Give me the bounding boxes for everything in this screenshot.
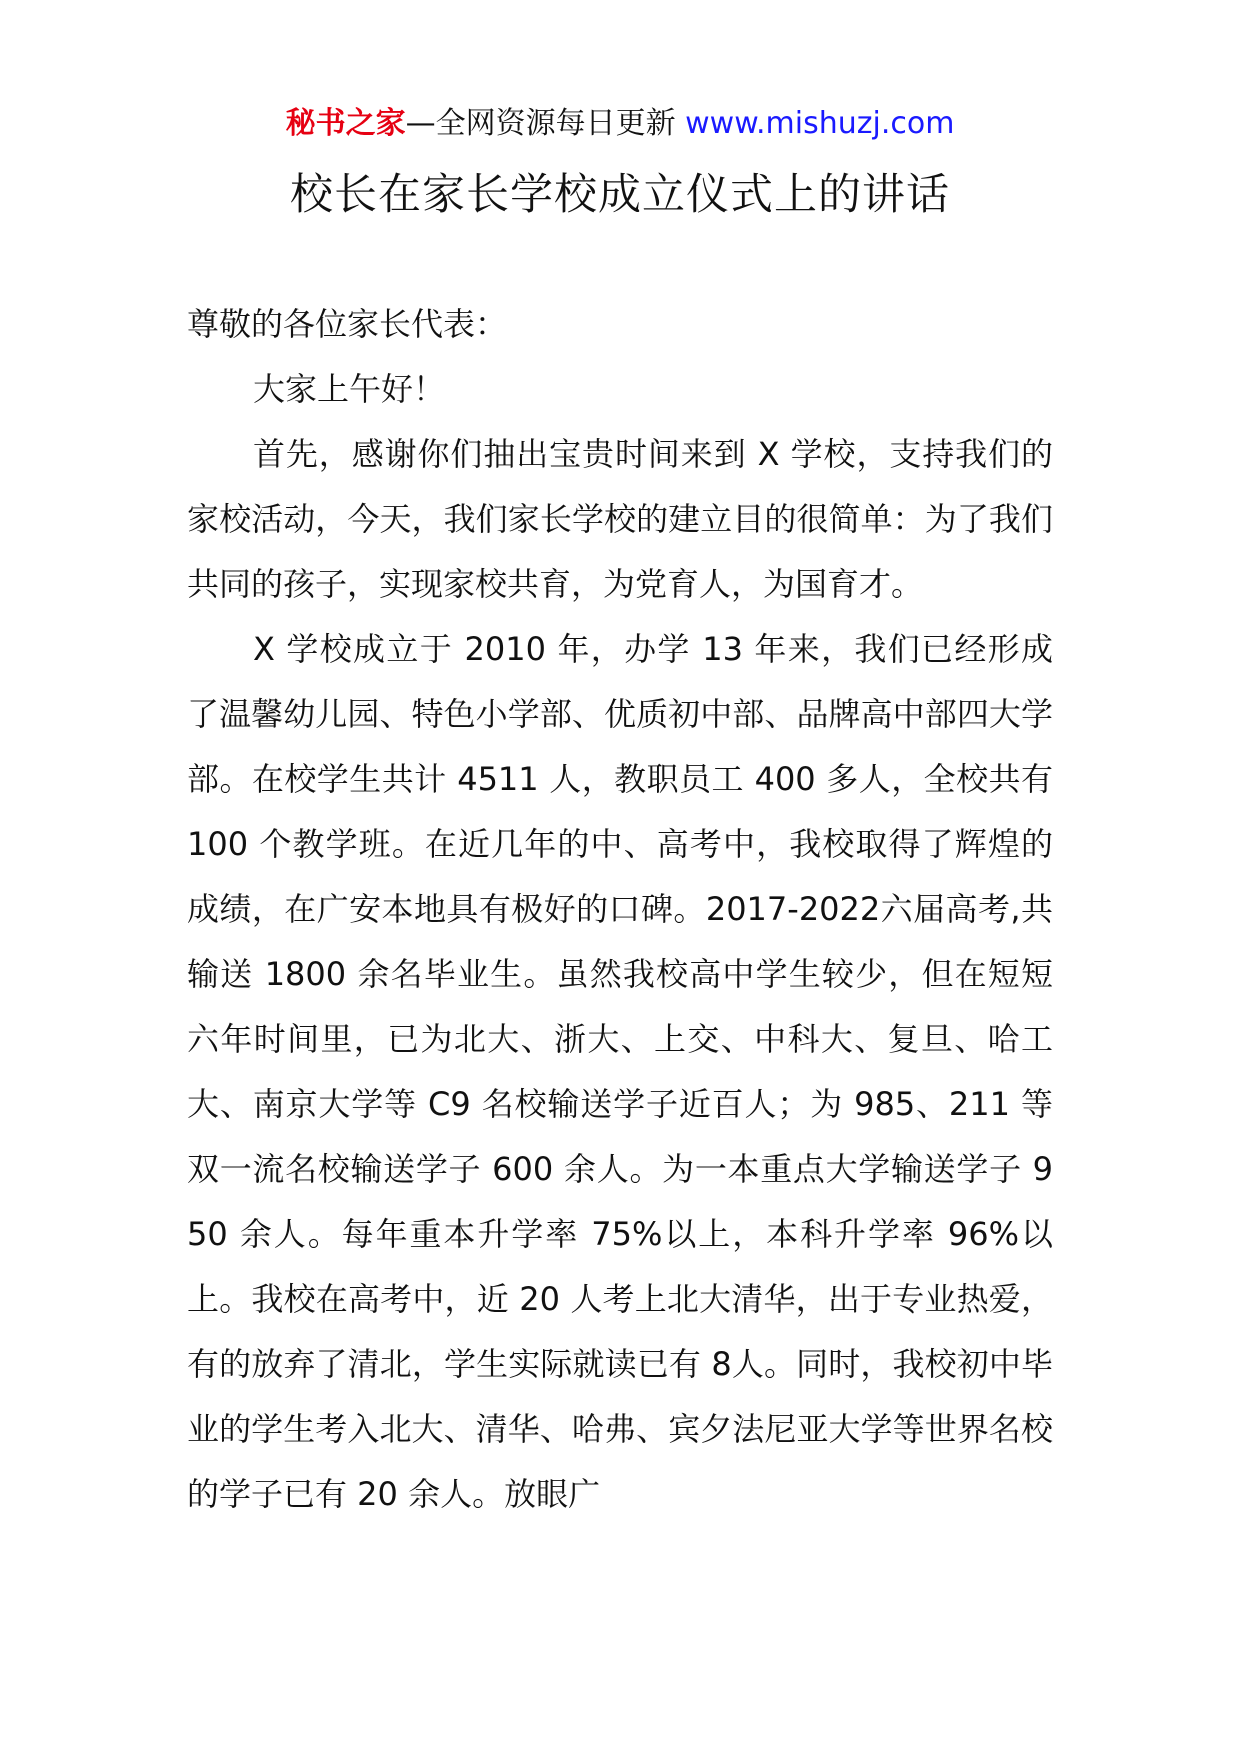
salutation: 尊敬的各位家长代表： — [187, 305, 508, 343]
site-header — [0, 102, 1240, 146]
document-title: 校长在家长学校成立仪式上的讲话 — [290, 170, 950, 220]
document-body — [187, 292, 1053, 1527]
paragraph-intro: 首先，感谢你们抽出宝贵时间来到 X 学校，支持我们的家校活动，今天，我们家长学校的建立目的很简单：为了我们共同的孩子，实现家校共育，为党育人，为国育才。 — [187, 435, 1053, 603]
paragraph-school-history: X 学校成立于 2010 年，办学 13 年来，我们已经形成了温馨幼儿园、特色小学部、优质初中部、品牌高中部四大学部。在校学生共计 4511 人，教职员工 400 多人，全校共有 100 个教学班。在近几年的中、高考中，我校取得了辉煌的成绩，在广安本地具有极好的口碑。2017-2022六届高考,共输送 1800 余名毕业生。虽然我校高中学生较少，但在短短六年时间里，已为北大、浙大、上交、中科大、复旦、哈工大、南京大学等 C9 名校输送学子近百人；为 985、211 等双一流名校输送学子 600 余人。为一本重点大学输送学子 950 余人。每年重本升学率 75%以上，本科升学率 96%以上。我校在高考中，近 20 人考上北大清华，出于专业热爱，有的放弃了清北，学生实际就读已有 8人。同时，我校初中毕业的学生考入北大、清华、哈弗、宾夕法尼亚大学等世界名校的学子已有 20 余人。放眼广 — [187, 630, 1053, 1513]
site-slogan: —全网资源每日更新 — [405, 106, 676, 141]
paragraph-greeting: 大家上午好！ — [253, 370, 446, 408]
site-brand: 秘书之家 — [285, 106, 406, 141]
site-url-link[interactable]: www.mishuzj.com — [685, 106, 955, 141]
